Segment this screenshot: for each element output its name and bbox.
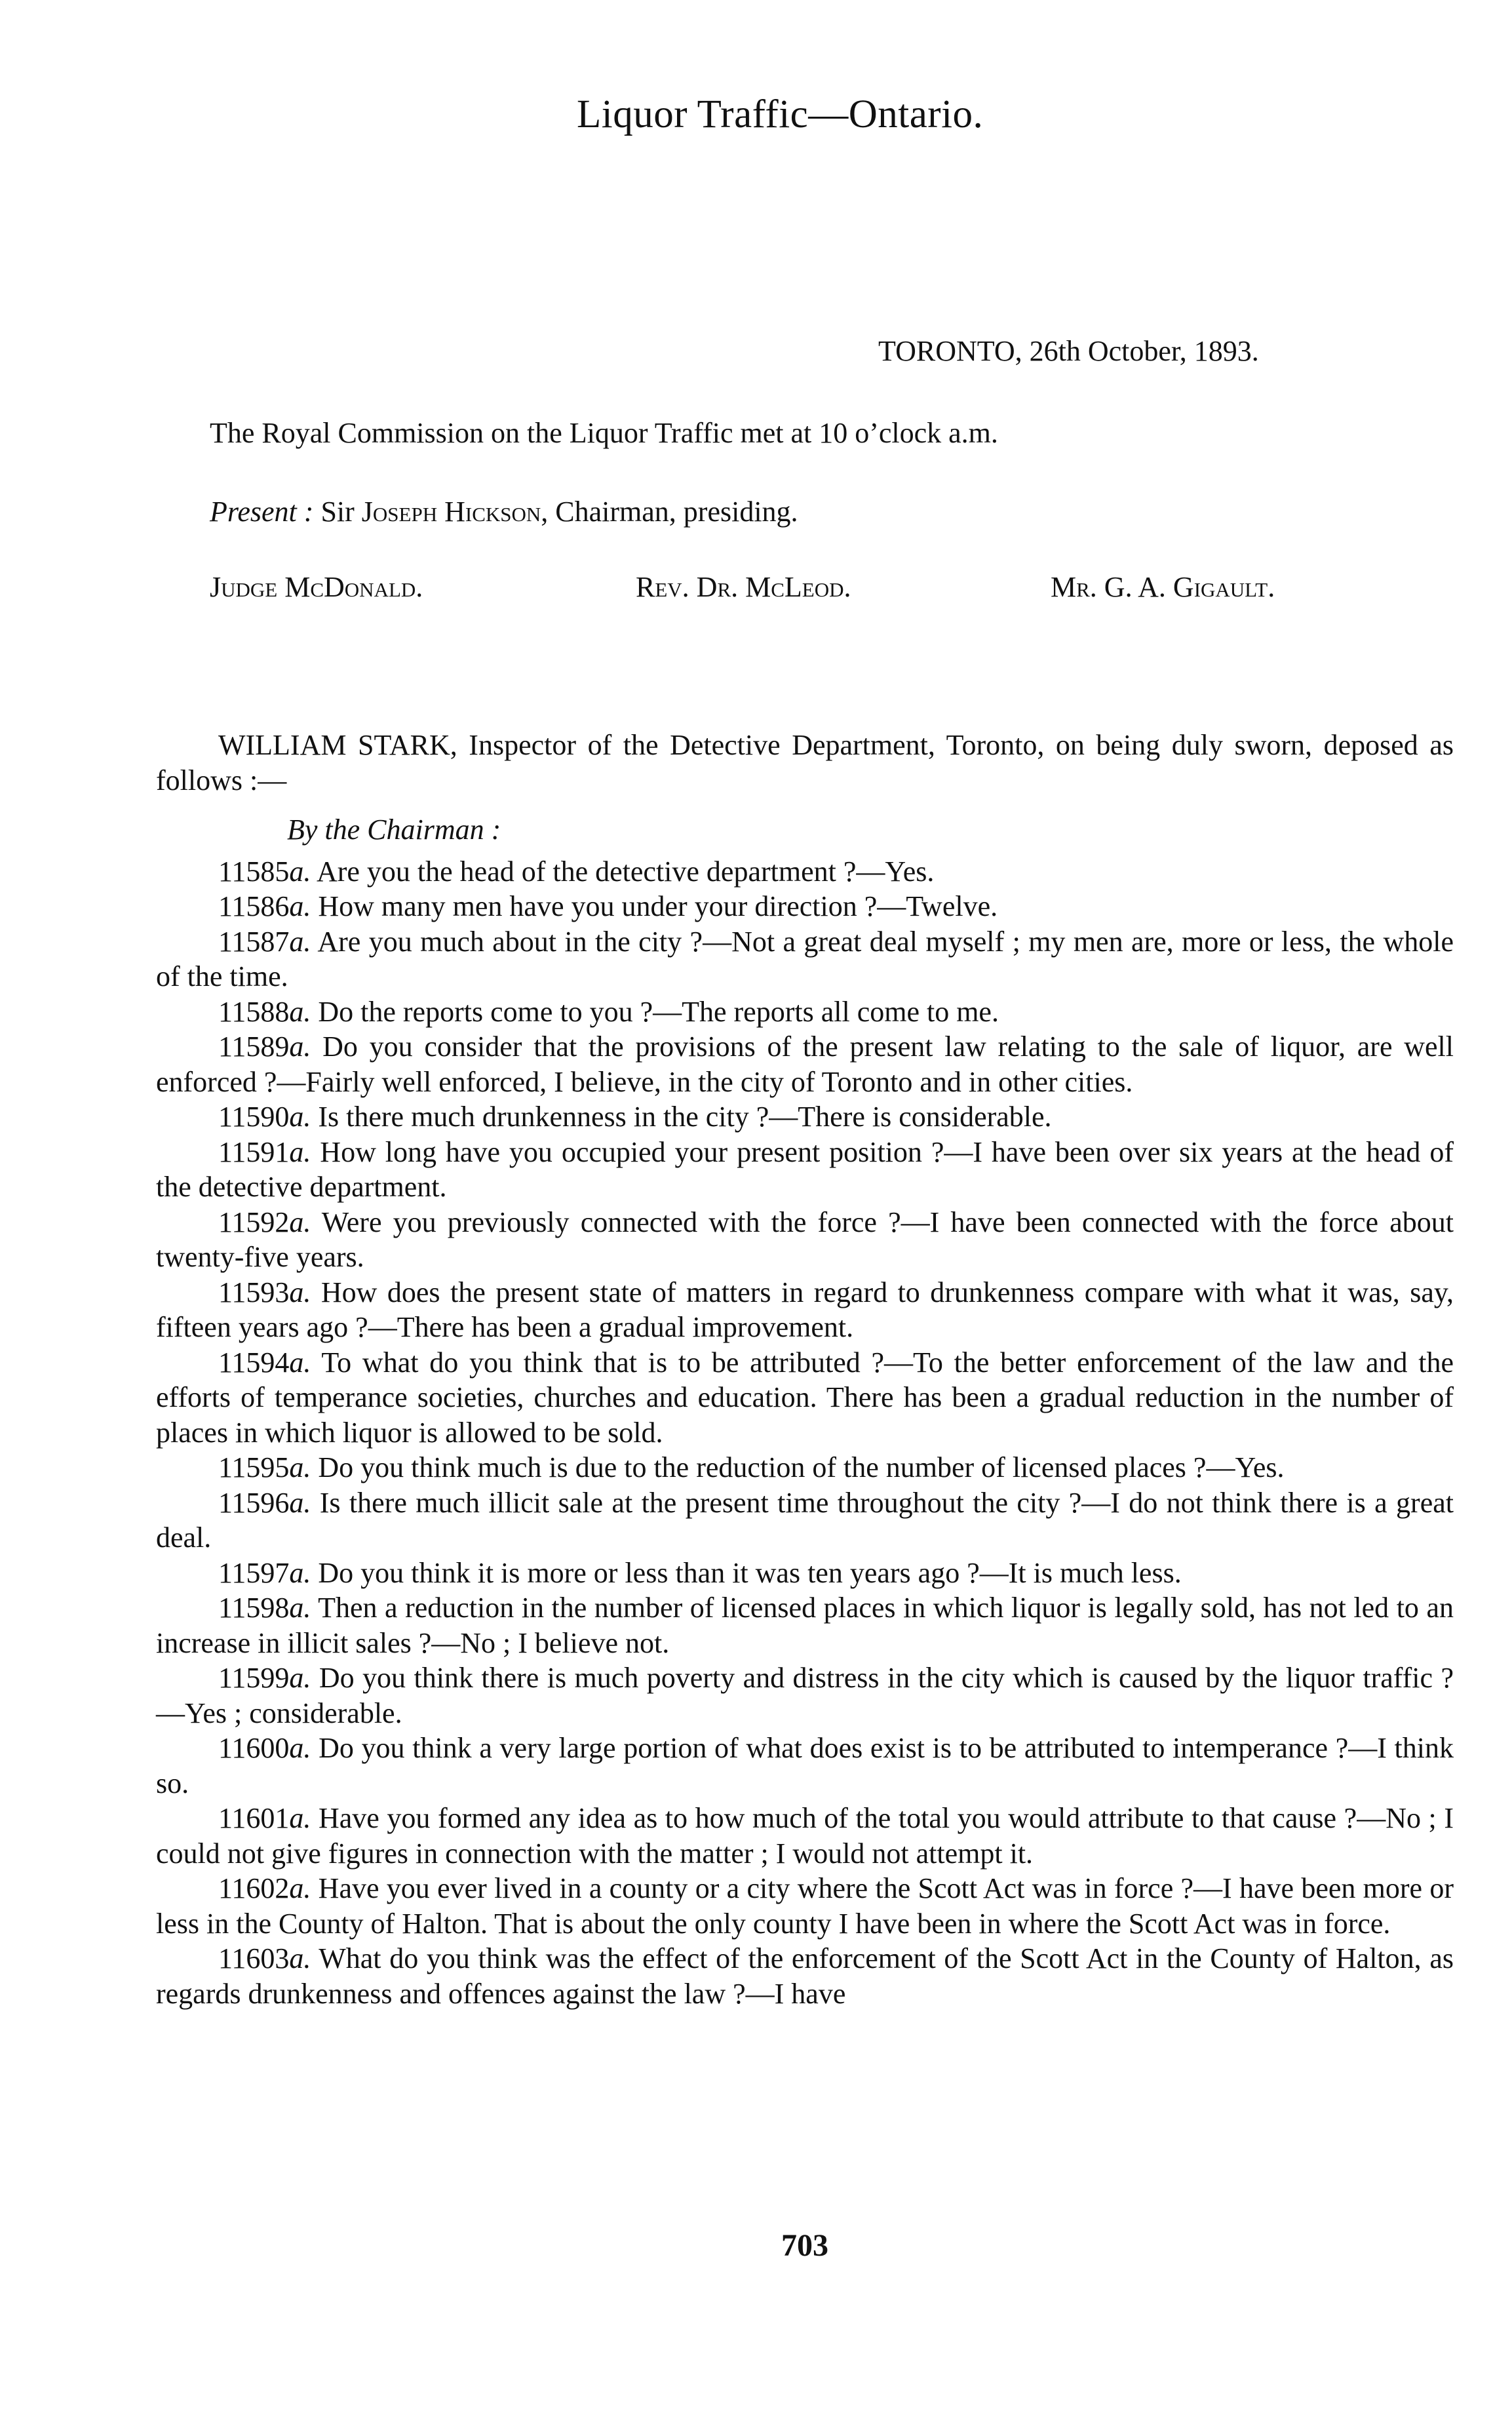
qa-paragraph [156,1450,1454,1485]
question-answer-text: Do the reports come to you ?—The reports all come to me. [318,995,999,1028]
question-answer-text: Have you formed any idea as to how much of the total you would attribute to that cause ?—No ; I could not give figures in connection with the matter ; I would not attempt it. [156,1802,1454,1870]
question-number: 11602a. [218,1872,311,1904]
question-number: 11589a. [218,1030,311,1063]
qa-paragraph [156,1345,1454,1451]
qa-paragraph [156,889,1454,924]
qa-paragraph [156,1275,1454,1345]
question-number: 11586a. [218,890,311,922]
question-answer-text: Is there much illicit sale at the present time throughout the city ?—I do not think there is a great deal. [156,1486,1454,1554]
qa-paragraph [156,994,1454,1030]
dateline: TORONTO, 26th October, 1893. [878,335,1259,367]
question-answer-text: Do you think much is due to the reduction of the number of licensed places ?—Yes. [318,1451,1285,1483]
question-answer-text: How does the present state of matters in regard to drunkenness compare with what it was, say, fifteen years ago ?—There has been a gradual improvement. [156,1276,1454,1343]
question-number: 11591a. [218,1135,311,1168]
question-number: 11590a. [218,1101,311,1133]
question-number: 11596a. [218,1486,311,1519]
question-answer-text: Have you ever lived in a county or a city where the Scott Act was in force ?—I have been more or less in the County of Halton. That is about the only county I have been in where the Scott Act was in force. [156,1872,1454,1940]
question-answer-text: Are you much about in the city ?—Not a great deal myself ; my men are, more or less, the whole of the time. [156,925,1454,992]
question-answer-text: What do you think was the effect of the enforcement of the Scott Act in the County of Halton, as regards drunkenness and offences against the law ?—I have [156,1942,1454,2010]
witness-introduction: WILLIAM STARK, Inspector of the Detective Department, Toronto, on being duly sworn, deposed as follows :— [156,729,1454,796]
question-answer-text: Is there much drunkenness in the city ?—There is considerable. [318,1101,1052,1133]
question-number: 11600a. [218,1732,311,1764]
question-number: 11597a. [218,1556,311,1589]
qa-paragraph [156,1801,1454,1871]
qa-paragraph [156,1556,1454,1591]
question-answer-text: Do you think it is more or less than it was ten years ago ?—It is much less. [318,1556,1182,1589]
question-number: 11594a. [218,1346,311,1379]
running-header: Liquor Traffic—Ontario. [577,92,984,136]
qa-paragraph [156,1731,1454,1801]
qa-paragraph [156,924,1454,994]
opening-statement: The Royal Commission on the Liquor Traffic met at 10 o’clock a.m. [210,417,998,449]
commissioner-name: Mr. G. A. Gigault. [1051,571,1275,603]
question-answer-text: Do you think there is much poverty and distress in the city which is caused by the liquor traffic ?—Yes ; considerable. [156,1662,1454,1729]
question-number: 11593a. [218,1276,311,1308]
question-answer-text: To what do you think that is to be attributed ?—To the better enforcement of the law and the efforts of temperance societies, churches and education. There has been a gradual reduction in the number of places in which liquor is allowed to be sold. [156,1346,1454,1449]
question-number: 11599a. [218,1662,311,1694]
page-number: 703 [781,2228,828,2263]
present-line [210,495,798,528]
qa-paragraph [156,1029,1454,1099]
question-number: 11598a. [218,1592,311,1624]
present-label: Present : [210,496,314,528]
question-answer-text: Then a reduction in the number of licensed places in which liquor is legally sold, has not led to an increase in illicit sales ?—No ; I believe not. [156,1592,1454,1659]
qa-paragraph [156,1871,1454,1941]
question-answer-text: Are you the head of the detective department ?—Yes. [316,855,935,888]
commissioner-name: Rev. Dr. McLeod. [636,571,851,603]
qa-paragraph [156,1590,1454,1660]
question-number: 11588a. [218,995,311,1028]
question-number: 11601a. [218,1802,311,1834]
question-number: 11585a. [218,855,311,888]
examiner-heading: By the Chairman : [287,814,501,846]
present-prefix: Sir [320,496,355,528]
testimony-body [156,728,1454,2011]
question-number: 11603a. [218,1942,311,1974]
question-answer-text: How long have you occupied your present position ?—I have been over six years at the head of the detective department. [156,1135,1454,1203]
question-number: 11595a. [218,1451,311,1483]
question-answer-text: Were you previously connected with the force ?—I have been connected with the force about twenty-five years. [156,1206,1454,1273]
question-answer-list [156,854,1454,2012]
qa-paragraph [156,1941,1454,2011]
qa-paragraph [156,1099,1454,1135]
question-answer-text: Do you think a very large portion of what does exist is to be attributed to intemperance ?—I think so. [156,1732,1454,1799]
question-answer-text: How many men have you under your direction ?—Twelve. [318,890,998,922]
question-number: 11587a. [218,925,311,958]
qa-paragraph [156,1205,1454,1275]
qa-paragraph [156,854,1454,890]
question-answer-text: Do you consider that the provisions of the present law relating to the sale of liquor, are well enforced ?—Fairly well enforced, I believe, in the city of Toronto and in other cities. [156,1030,1454,1098]
chairman-name: Joseph Hickson [361,496,541,528]
question-number: 11592a. [218,1206,311,1238]
qa-paragraph [156,1660,1454,1731]
qa-paragraph [156,1485,1454,1556]
commissioner-name: Judge McDonald. [210,571,423,603]
qa-paragraph [156,1135,1454,1205]
chairman-role: , Chairman, presiding. [541,496,798,528]
